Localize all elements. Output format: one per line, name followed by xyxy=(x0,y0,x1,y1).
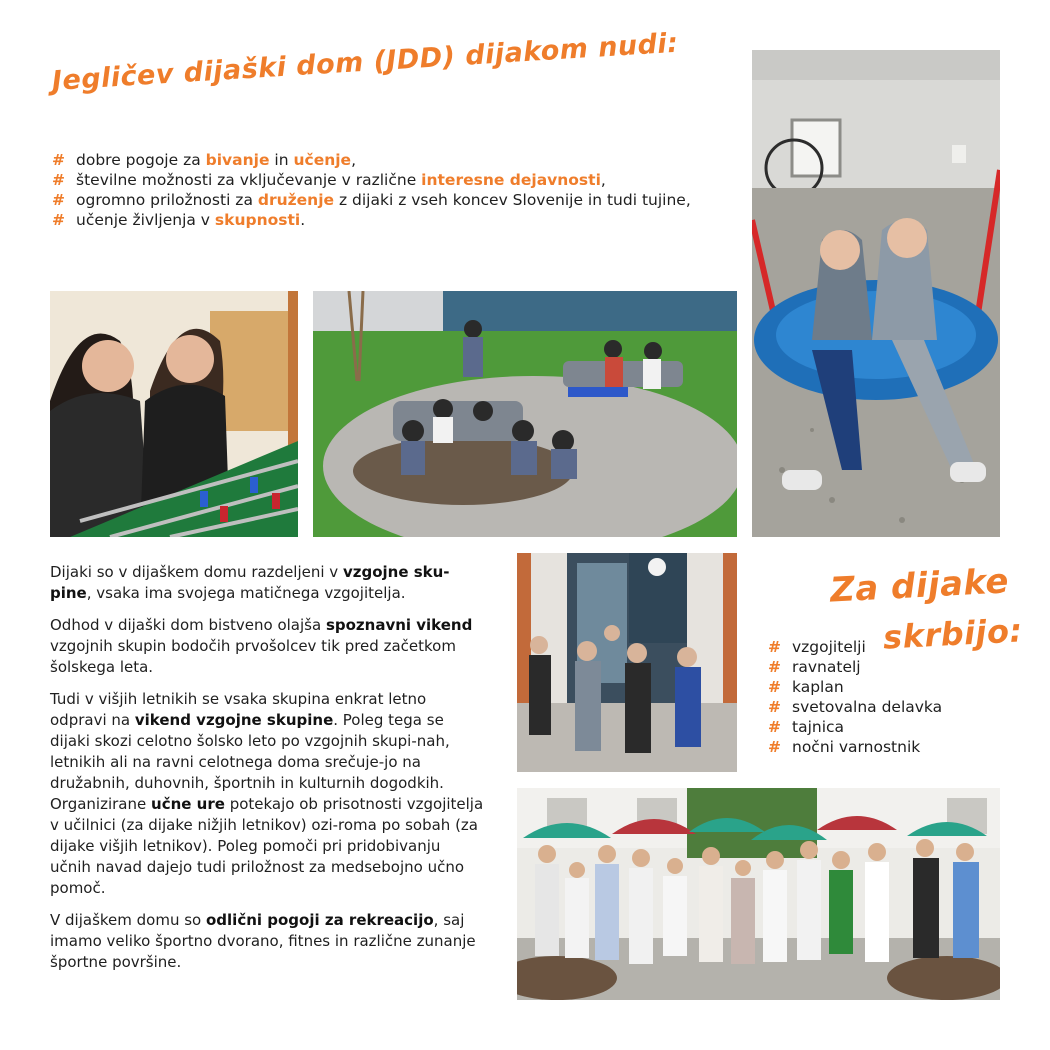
offers-list xyxy=(52,150,742,230)
paragraph-group-weekend: Tudi v višjih letnikih se vsaka skupina enkrat letno odpravi na vikend vzgojne skupine. Poleg tega se dijaki skozi celotno šolsko leto po vzgojnih skupi-nah, letnikih ali na ravni celotnega doma srečuje-jo na družabnih, duhovnih, športnih in kulturnih dogodkih. xyxy=(50,690,450,792)
offer-item: # številne možnosti za vključevanje v različne interesne dejavnosti, xyxy=(52,170,742,190)
offer-item: # dobre pogoje za bivanje in učenje, xyxy=(52,150,742,170)
paragraph-groups: Dijaki so v dijaškem domu razdeljeni v vzgojne sku-pine, vsaka ima svojega matičnega vzgojitelja. xyxy=(50,563,450,602)
care-title-line2: skrbijo: xyxy=(882,611,1024,657)
body-text xyxy=(50,562,486,984)
staff-item: # ravnatelj xyxy=(768,657,942,677)
entrance-photo xyxy=(517,553,737,772)
page-heading: Jegličev dijaški dom (JDD) dijakom nudi: xyxy=(51,27,680,97)
offer-item: # ogromno priložnosti za druženje z dijaki z vseh koncev Slovenije in tudi tujine, xyxy=(52,190,742,210)
paragraph-weekend: Odhod v dijaški dom bistveno olajša spoznavni vikend vzgojnih skupin bodočih prvošolcev tik pred začetkom šolskega leta. xyxy=(50,616,473,676)
staff-item: # svetovalna delavka xyxy=(768,697,942,717)
staff-item: # tajnica xyxy=(768,717,942,737)
paragraph-recreation: V dijaškem domu so odlični pogoji za rekreacijo, saj imamo veliko športno dvorano, fitnes in različne zunanje športne površine. xyxy=(50,911,476,971)
paragraph-study-hours: Organizirane učne ure potekajo ob prisotnosti vzgojitelja v učilnici (za dijake nižjih letnikov) ozi-roma po sobah (za dijake višjih letnikov). Poleg pomoči pri pridobivanju učnih navad dajejo tudi priložnost za medsebojno učno pomoč. xyxy=(50,795,484,897)
care-title-line1: Za dijake xyxy=(829,561,1010,611)
staff-item: # nočni varnostnik xyxy=(768,737,942,757)
staff-item: # kaplan xyxy=(768,677,942,697)
staff-item: # vzgojitelji xyxy=(768,637,942,657)
staff-list xyxy=(768,637,942,757)
staff-group-photo xyxy=(517,788,1000,1000)
swing-photo xyxy=(752,50,1000,537)
offer-item: # učenje življenja v skupnosti. xyxy=(52,210,742,230)
foosball-photo xyxy=(50,291,298,537)
courtyard-photo xyxy=(313,291,737,537)
